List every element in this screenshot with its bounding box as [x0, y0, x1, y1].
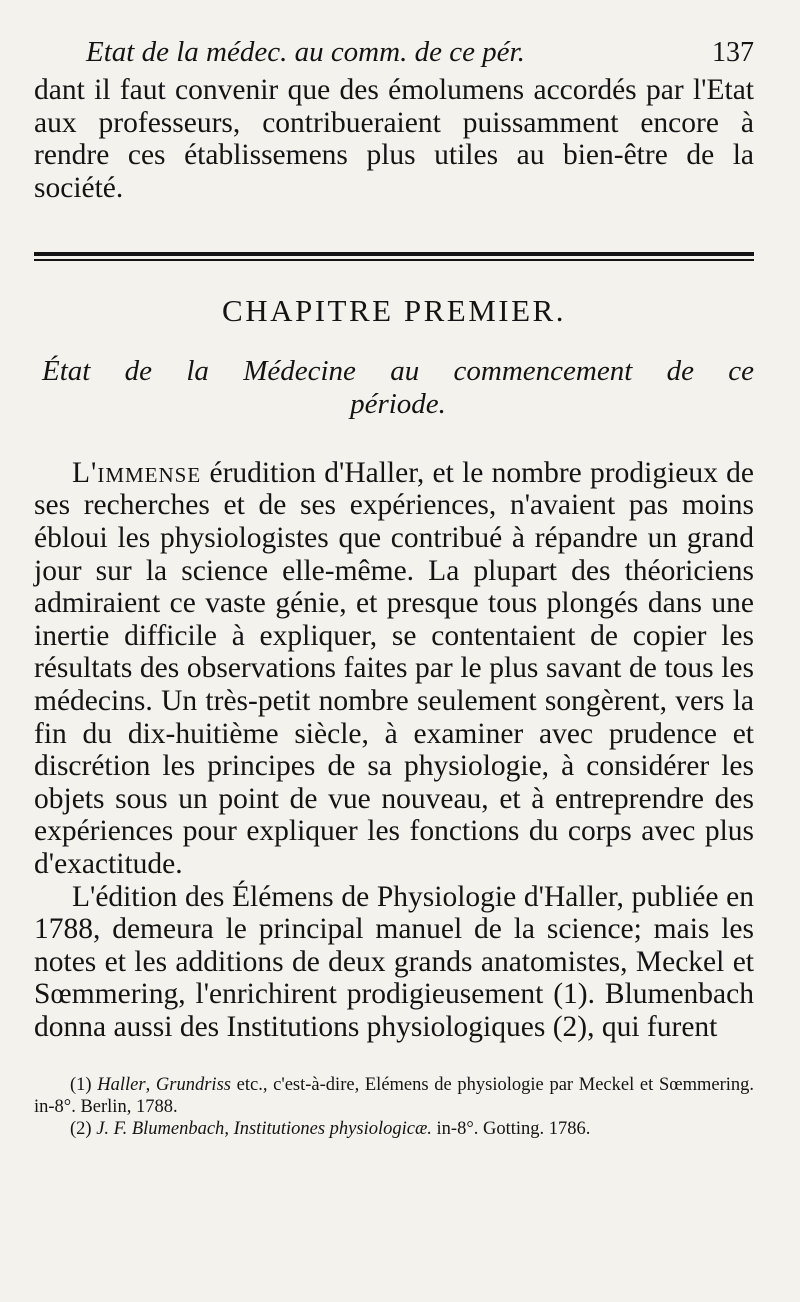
footnote-2-mark: (2)	[70, 1118, 92, 1139]
footnote-1-mark: (1)	[70, 1074, 92, 1095]
divider-thin-rule	[34, 259, 754, 261]
top-paragraph-block	[34, 74, 754, 204]
paragraph-2: L'édition des Élémens de Physiologie d'Haller, publiée en 1788, demeura le principal manuel de la science; mais les notes et les additions de deux grands anatomistes, Meckel et Sœmmering, l'enrichirent prodigieusement (1). Blumenbach donna aussi des Institutions physiologiques (2), qui furent	[34, 880, 754, 1043]
footnote-1-author: Haller	[97, 1074, 146, 1095]
footnote-2-text: in-8°. Gotting. 1786.	[431, 1118, 591, 1139]
paragraph-1-lead: L'immense	[72, 456, 202, 489]
section-heading-line1: État de la Médecine au commencement de ce	[42, 354, 754, 387]
footnote-2: (2) J. F. Blumenbach, Institutiones physiologicæ. in-8°. Gotting. 1786.	[70, 1118, 591, 1139]
footnote-1-text: etc., c'est-à-dire, Elémens de physiologie par Meckel et Sœmmering. in-8°. Berlin, 1788.	[34, 1074, 755, 1117]
chapter-title: CHAPITRE PREMIER.	[222, 292, 566, 328]
footnotes	[34, 1074, 754, 1140]
footnote-1: (1) Haller, Grundriss etc., c'est-à-dire, Elémens de physiologie par Meckel et Sœmmering. in-8°. Berlin, 1788.	[34, 1074, 755, 1117]
footnote-1-work: Grundriss	[155, 1074, 231, 1095]
running-head	[34, 36, 754, 74]
paragraph-1-text: érudition d'Haller, et le nombre prodigieux de ses recherches et de ses expériences, n'avaient pas moins ébloui les physiologistes que contribué à répandre un grand jour sur la science elle-même. La plupart des théoriciens admiraient ce vaste génie, et presque tous plongés dans une inertie difficile à expliquer, se contentaient de copier les résultats des observations faites par le plus savant de tous les médecins. Un très-petit nombre seulement songèrent, vers la fin du dix-huitième siècle, à examiner avec prudence et discrétion les principes de sa physiologie, à considérer les objets sous un point de vue nouveau, et à entreprendre des expériences pour expliquer les fonctions du corps avec plus d'exactitude.	[34, 456, 754, 880]
footnote-2-author: J. F. Blumenbach	[96, 1118, 225, 1139]
divider-thick-rule	[34, 252, 754, 256]
footnote-2-work: Institutiones physiologicæ.	[233, 1118, 432, 1139]
running-head-title: Etat de la médec. au comm. de ce pér.	[86, 36, 525, 68]
main-text	[34, 457, 754, 1044]
page-number: 137	[712, 37, 754, 68]
section-heading-line2: période.	[350, 387, 446, 420]
section-heading	[34, 355, 754, 421]
chapter-divider	[34, 252, 754, 261]
top-paragraph: dant il faut convenir que des émolumens accordés par l'Etat aux professeurs, contribueraient puissamment encore à rendre ces établissemens plus utiles au bien-être de la société.	[34, 74, 754, 204]
paragraph-1	[34, 457, 754, 881]
